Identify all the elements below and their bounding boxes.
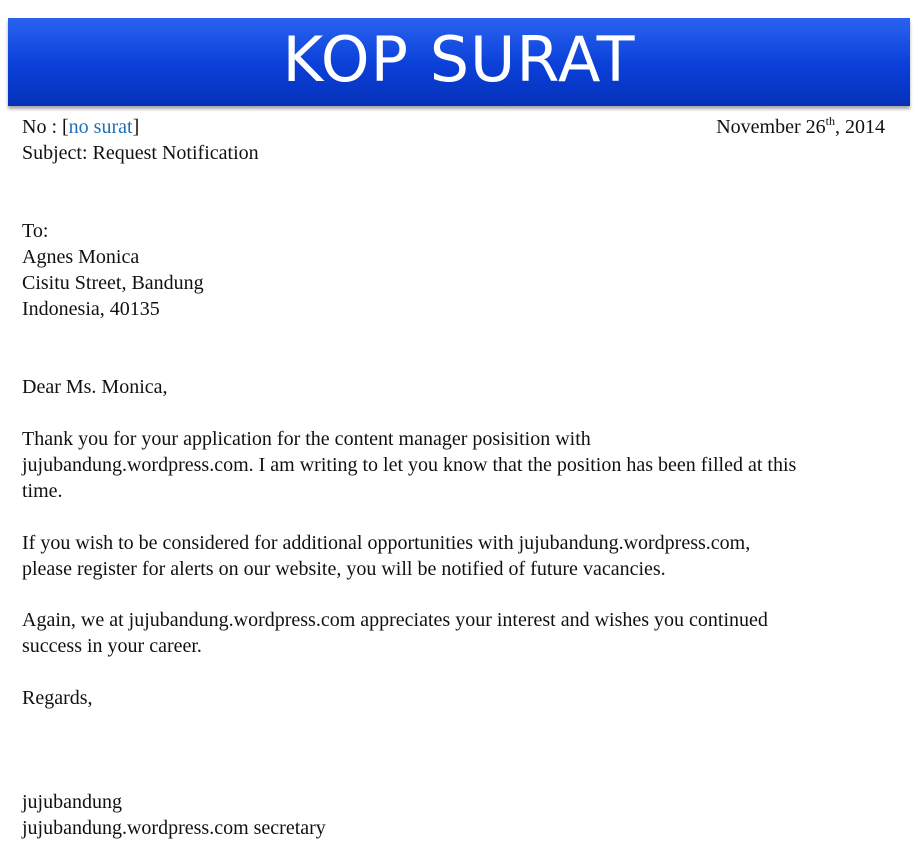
letter-date [716, 114, 885, 140]
paragraph-2-line-1: If you wish to be considered for additional opportunities with jujubandung.wordpress.com, [22, 532, 751, 554]
letter-date-year: , 2014 [835, 116, 885, 138]
letter-date-month-day: November 26 [716, 116, 826, 138]
paragraph-3-line-2: success in your career. [22, 635, 202, 657]
salutation: Dear Ms. Monica, [22, 376, 168, 398]
letter-subject: Subject: Request Notification [22, 142, 259, 164]
signature-name: jujubandung [22, 791, 122, 813]
paragraph-2-line-2: please register for alerts on our website, you will be notified of future vacancies. [22, 558, 666, 580]
letter-date-ordinal: th [825, 114, 835, 128]
recipient-name: Agnes Monica [22, 246, 140, 268]
closing: Regards, [22, 687, 93, 709]
recipient-to-label: To: [22, 220, 49, 242]
letter-number [22, 114, 139, 140]
recipient-street: Cisitu Street, Bandung [22, 272, 204, 294]
recipient-country-zip: Indonesia, 40135 [22, 298, 160, 320]
letterhead-title: KOP SURAT [282, 23, 636, 96]
paragraph-1-line-2: jujubandung.wordpress.com. I am writing to let you know that the position has been filled at this [22, 454, 797, 476]
letterhead-banner [8, 18, 910, 106]
letter-number-placeholder: no surat [68, 116, 133, 138]
paragraph-3-line-1: Again, we at jujubandung.wordpress.com appreciates your interest and wishes you continued [22, 609, 768, 631]
letter-number-suffix: ] [132, 116, 140, 138]
paragraph-1-line-1: Thank you for your application for the content manager posisition with [22, 428, 591, 450]
paragraph-1-line-3: time. [22, 480, 63, 502]
letter-number-prefix: No : [ [22, 116, 69, 138]
signature-title: jujubandung.wordpress.com secretary [22, 817, 326, 839]
